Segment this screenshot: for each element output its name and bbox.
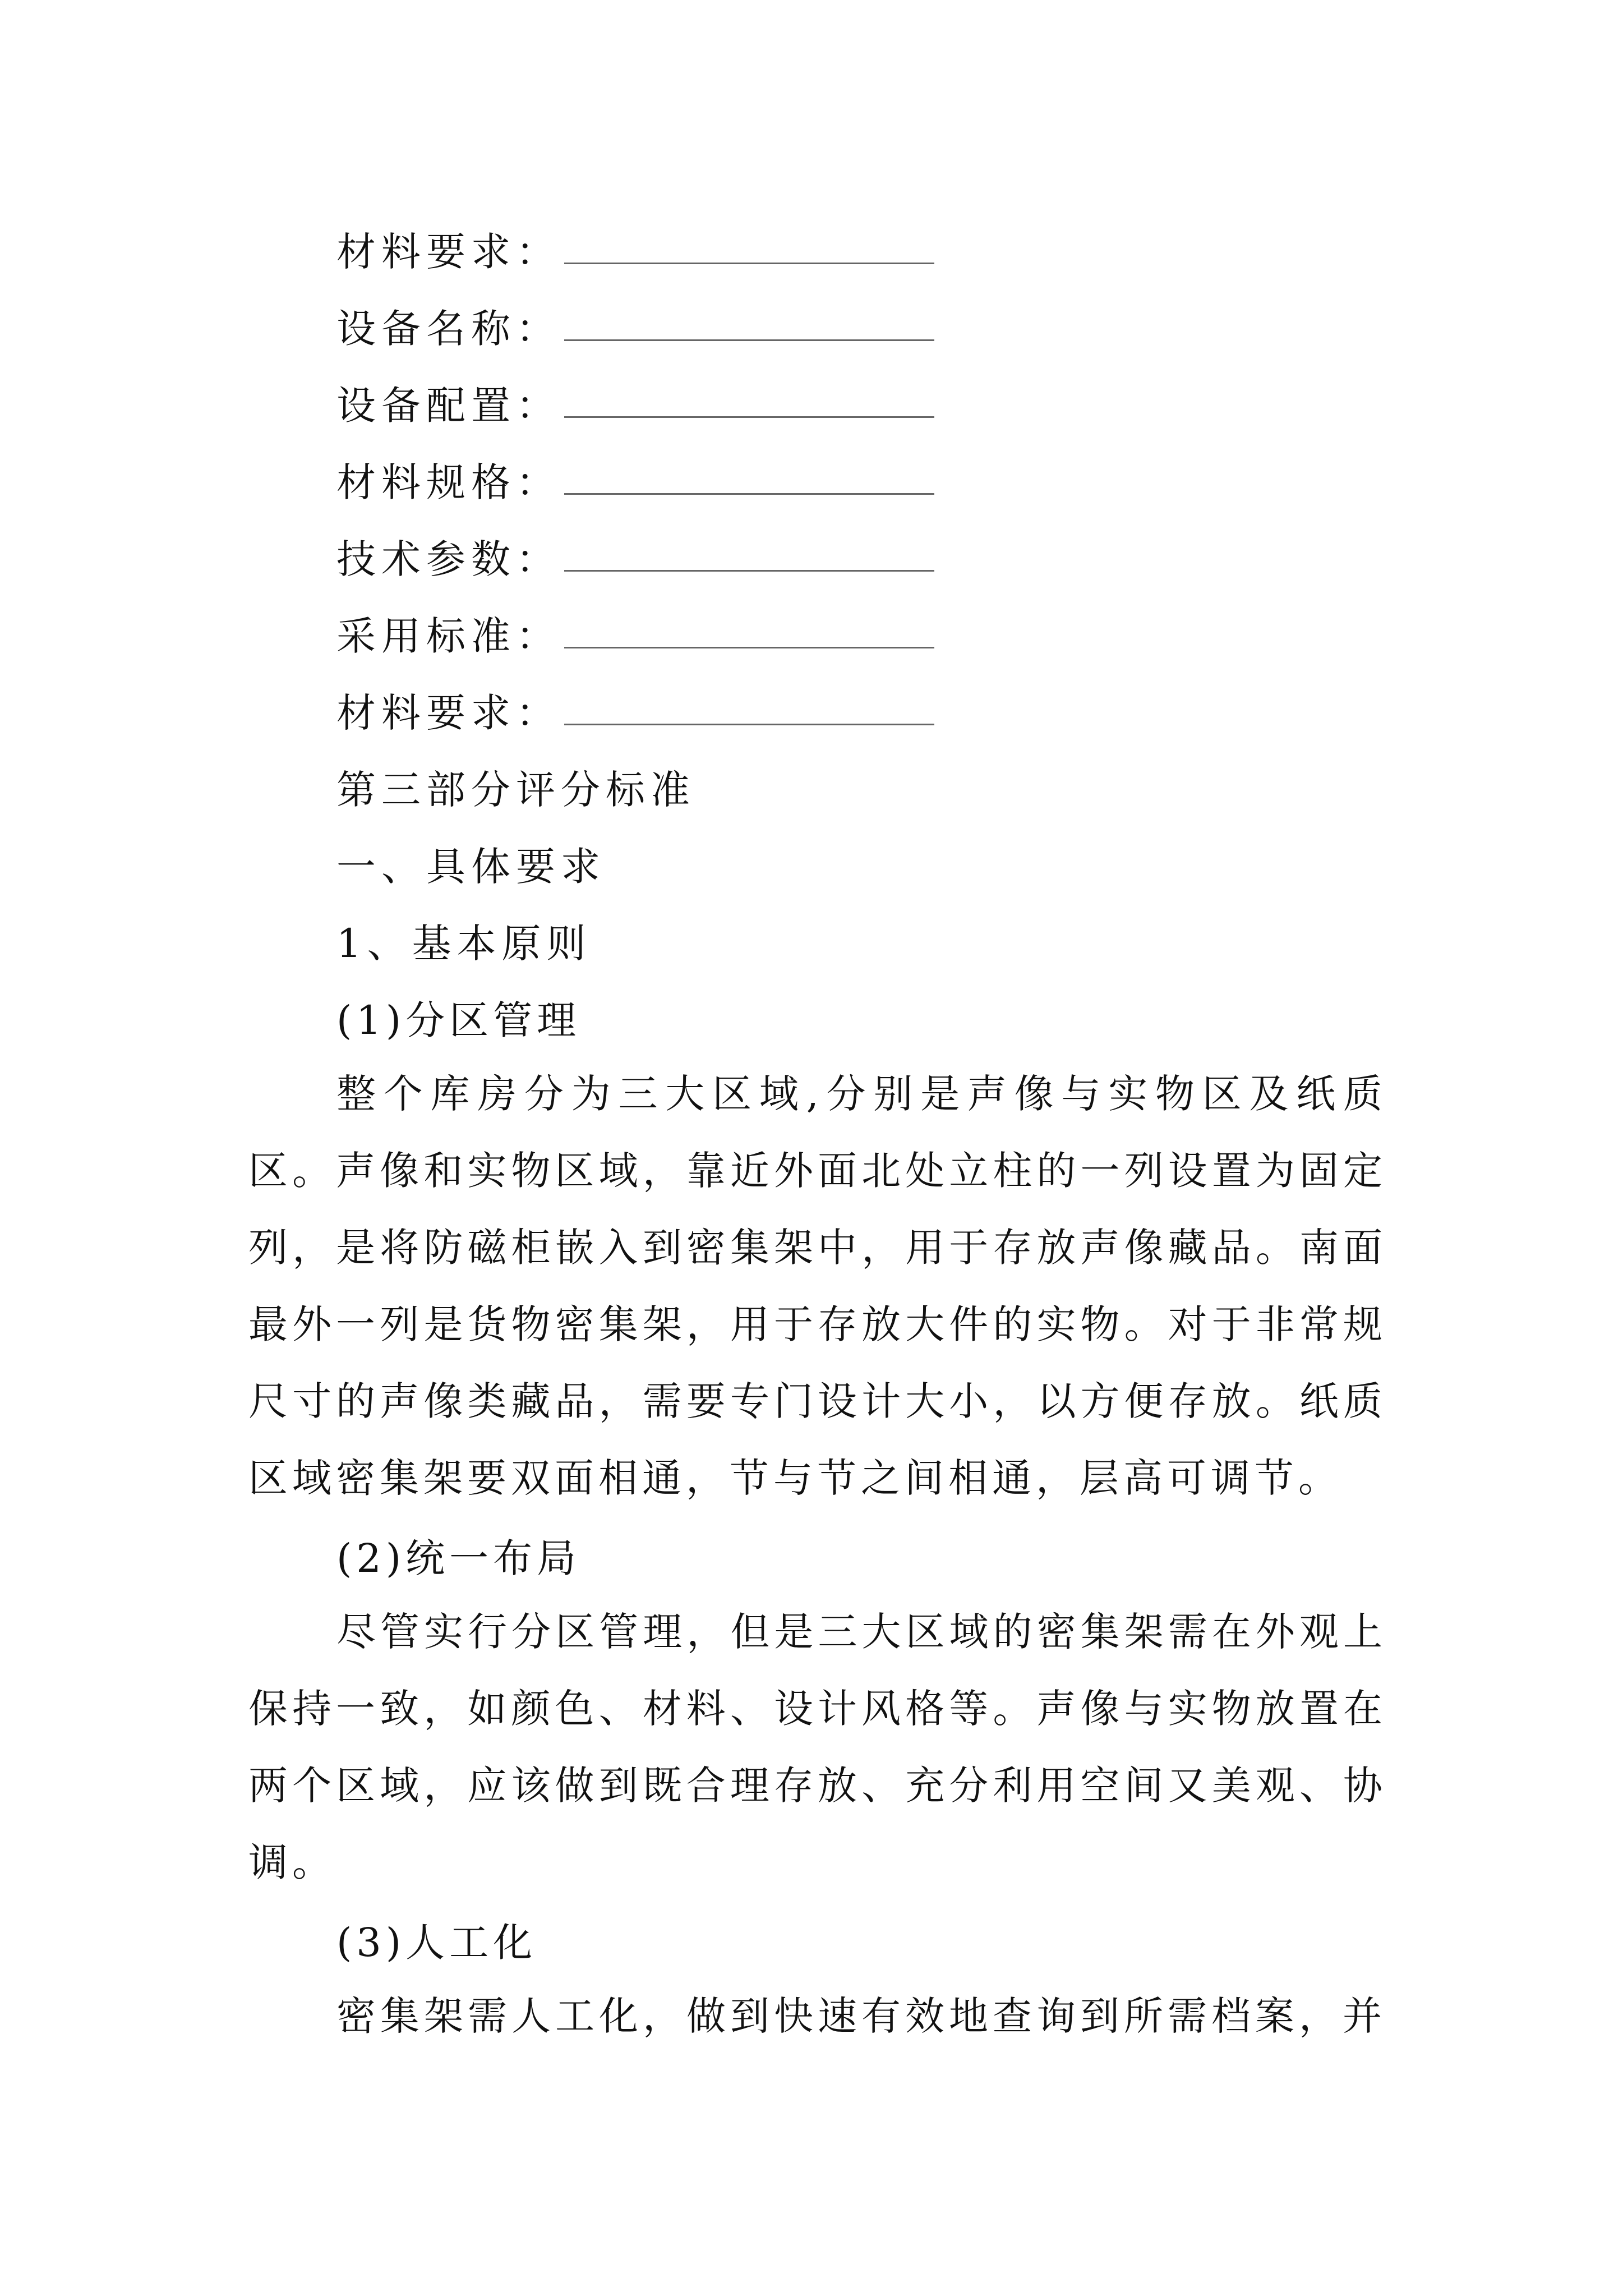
field-label: 材料要求： [336, 229, 561, 275]
field-label: 材料规格： [336, 459, 561, 505]
field-label: 技术参数： [336, 536, 561, 582]
item-title: (3)人工化 [336, 1920, 537, 1966]
paragraph-text: 整个库房分为三大区域,分别是声像与实物区及纸质区。声像和实物区域，靠近外面北处立柱的一列设置为固定列，是将防磁柜嵌入到密集架中，用于存放声像藏品。南面最外一列是货物密集架，用于存放大件的实物。对于非常规尺寸的声像类藏品，需要专门设计大小，以方便存放。纸质区域密集架要双面相通，节与节之间相通，层高可调节。 [248, 1071, 1387, 1501]
fill-in-blank [564, 541, 934, 572]
paragraph-layout [248, 1594, 1387, 1901]
form-fields [336, 210, 934, 748]
item-title: (1)分区管理 [336, 997, 581, 1043]
fill-in-blank [564, 694, 934, 725]
paragraph-text: 尽管实行分区管理，但是三大区域的密集架需在外观上保持一致，如颜色、材料、设计风格等。声像与实物放置在两个区域，应该做到既合理存放、充分利用空间又美观、协调。 [248, 1609, 1387, 1885]
item-title: (2)统一布局 [336, 1535, 581, 1581]
section-heading: 一、具体要求 [336, 844, 606, 890]
part-heading: 第三部分评分标准 [336, 767, 695, 813]
fill-in-blank [564, 618, 934, 648]
field-material-requirements-2 [336, 671, 934, 748]
field-equipment-config [336, 364, 934, 441]
field-label: 设备配置： [336, 383, 561, 429]
field-technical-params [336, 518, 934, 595]
subsection-heading: 1、基本原则 [336, 921, 592, 967]
fill-in-blank [564, 310, 934, 341]
field-label: 材料要求： [336, 690, 561, 736]
paragraph-humanized [248, 1978, 1387, 2055]
field-material-spec [336, 441, 934, 518]
field-equipment-name [336, 287, 934, 364]
fill-in-blank [564, 464, 934, 495]
field-label: 设备名称： [336, 306, 561, 352]
fill-in-blank [564, 387, 934, 418]
field-label: 采用标准： [336, 613, 561, 659]
paragraph-text: 密集架需人工化，做到快速有效地查询到所需档案，并 [336, 1993, 1386, 2039]
section-headings [336, 748, 695, 979]
paragraph-zoning [248, 1056, 1387, 1517]
field-standards [336, 595, 934, 671]
fill-in-blank [564, 233, 934, 264]
field-material-requirements [336, 210, 934, 287]
